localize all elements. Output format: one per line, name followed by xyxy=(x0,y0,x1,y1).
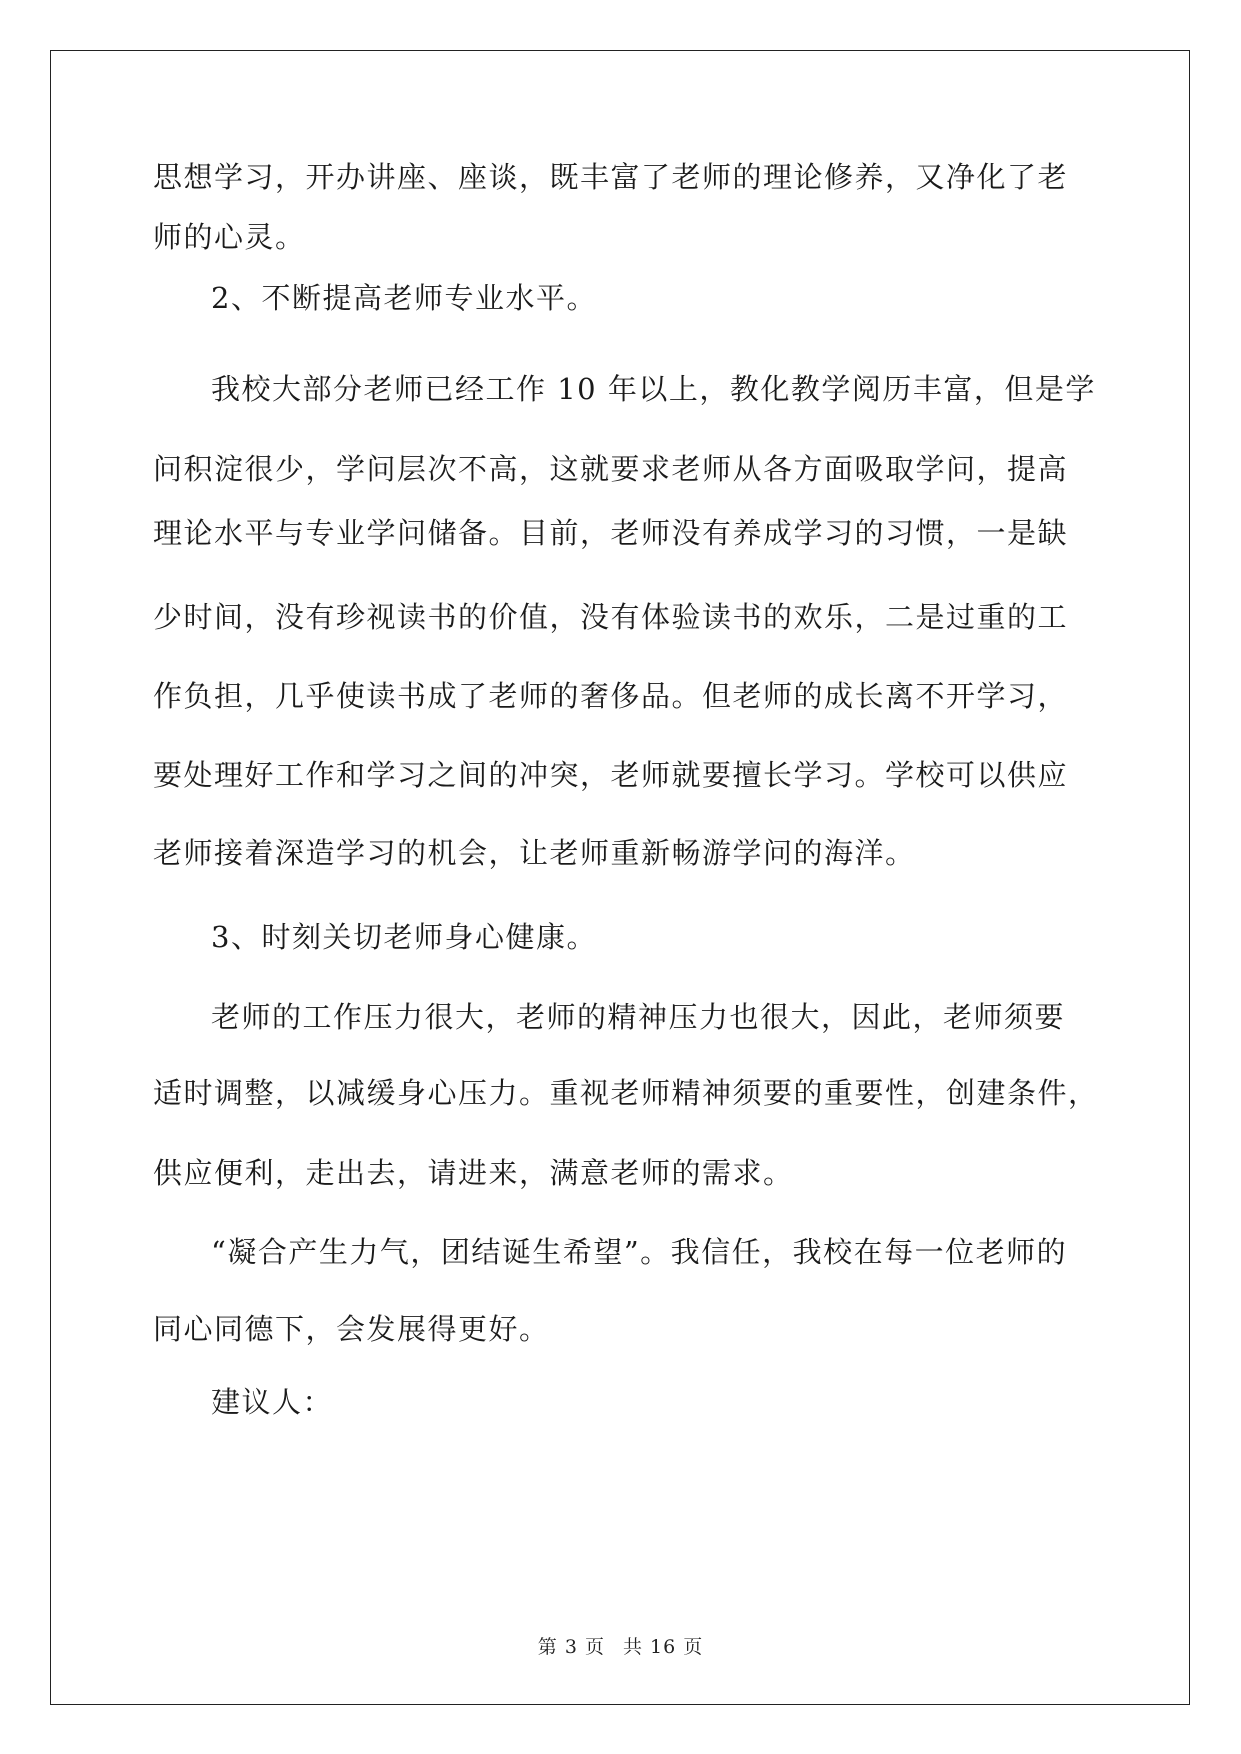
text-line: 少时间，没有珍视读书的价值，没有体验读书的欢乐，二是过重的工 xyxy=(153,600,1069,634)
text-line: 要处理好工作和学习之间的冲突，老师就要擅长学习。学校可以供应 xyxy=(153,758,1069,792)
section-heading: 2、不断提高老师专业水平。 xyxy=(211,281,597,315)
section-heading: 3、时刻关切老师身心健康。 xyxy=(211,920,597,954)
text-line: 同心同德下，会发展得更好。 xyxy=(153,1312,550,1346)
text-line: 思想学习，开办讲座、座谈，既丰富了老师的理论修养，又净化了老 xyxy=(153,160,1069,194)
page-number-current: 第 3 页 xyxy=(537,1636,605,1658)
text-line: 供应便利，走出去，请进来，满意老师的需求。 xyxy=(153,1156,794,1190)
page-footer xyxy=(0,1632,1241,1659)
text-line: 作负担，几乎使读书成了老师的奢侈品。但老师的成长离不开学习， xyxy=(153,679,1069,713)
text-line: 老师的工作压力很大，老师的精神压力也很大，因此，老师须要 xyxy=(211,1000,1066,1034)
signature-label: 建议人： xyxy=(211,1385,334,1419)
page-number-total: 共 16 页 xyxy=(622,1636,704,1658)
text-line: 理论水平与专业学问储备。目前，老师没有养成学习的习惯，一是缺 xyxy=(153,516,1069,550)
text-line: 师的心灵。 xyxy=(153,220,306,254)
text-line: 问积淀很少，学问层次不高，这就要求老师从各方面吸取学问，提高 xyxy=(153,452,1069,486)
text-line: 适时调整，以减缓身心压力。重视老师精神须要的重要性，创建条件， xyxy=(153,1076,1099,1110)
text-line: “凝合产生力气，团结诞生希望”。我信任，我校在每一位老师的 xyxy=(211,1235,1068,1269)
text-line: 老师接着深造学习的机会，让老师重新畅游学问的海洋。 xyxy=(153,836,916,870)
text-line: 我校大部分老师已经工作 10 年以上，教化教学阅历丰富，但是学 xyxy=(211,372,1096,406)
